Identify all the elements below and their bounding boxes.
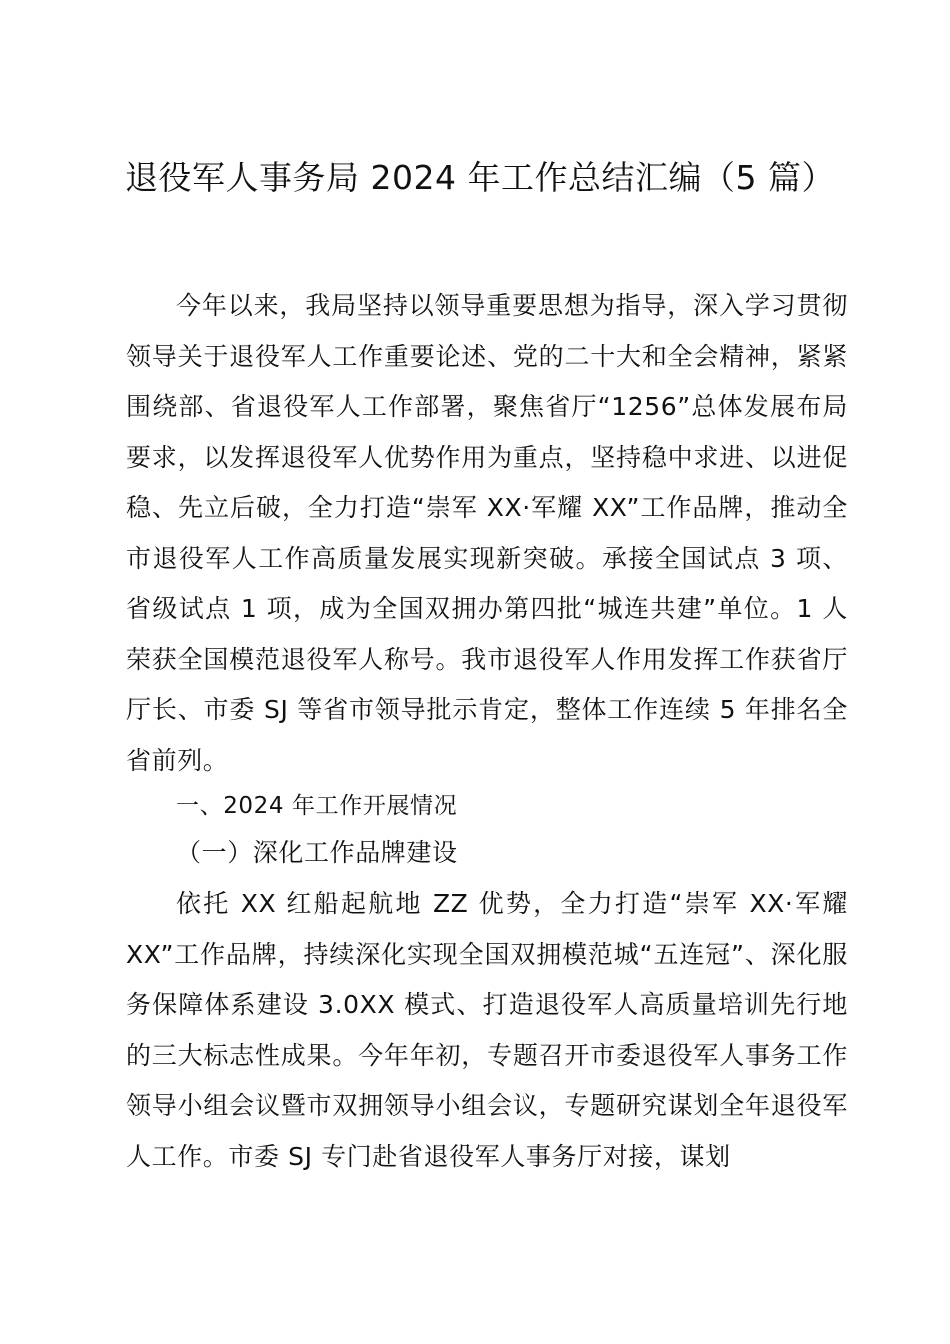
- document-title: 退役军人事务局 2024 年工作总结汇编（5 篇）: [125, 158, 835, 197]
- intro-paragraph: 今年以来，我局坚持以领导重要思想为指导，深入学习贯彻领导关于退役军人工作重要论述、党的二十大和全会精神，紧紧围绕部、省退役军人工作部署，聚焦省厅“1256”总体发展布局要求，以发挥退役军人优势作用为重点，坚持稳中求进、以进促稳、先立后破，全力打造“崇军 XX·军耀 XX”工作品牌，推动全市退役军人工作高质量发展实现新突破。承接全国试点 3 项、省级试点 1 项，成为全国双拥办第四批“城连共建”单位。1 人荣获全国模范退役军人称号。我市退役军人作用发挥工作获省厅厅长、市委 SJ 等省市领导批示肯定，整体工作连续 5 年排名全省前列。: [126, 291, 848, 775]
- section-heading: 一、2024 年工作开展情况: [176, 793, 458, 819]
- body-paragraph: 依托 XX 红船起航地 ZZ 优势，全力打造“崇军 XX·军耀 XX”工作品牌，持续深化实现全国双拥模范城“五连冠”、深化服务保障体系建设 3.0XX 模式、打造退役军人高质量培训先行地的三大标志性成果。今年年初，专题召开市委退役军人事务工作领导小组会议暨市双拥领导小组会议，专题研究谋划全年退役军人工作。市委 SJ 专门赴省退役军人事务厅对接，谋划: [126, 889, 848, 1171]
- subsection-heading: （一）深化工作品牌建设: [176, 838, 458, 867]
